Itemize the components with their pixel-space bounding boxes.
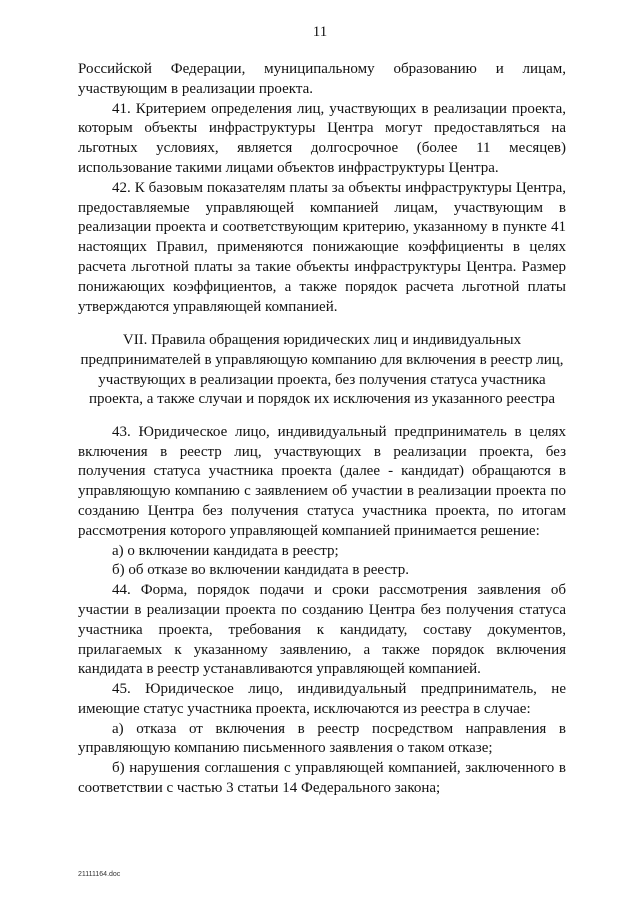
paragraph-41: 41. Критерием определения лиц, участвующих в реализации проекта, которым объекты инфраструктуры Центра могут предоставляться на льготных условиях, является долгосрочное (более 11 месяцев) использование такими лицами объектов инфраструктуры Центра.: [78, 100, 566, 176]
paragraph-continuation: Российской Федерации, муниципальному образованию и лицам, участвующим в реализации проекта.: [78, 61, 566, 97]
page-number: 11: [312, 24, 328, 40]
paragraph-44: 44. Форма, порядок подачи и сроки рассмотрения заявления об участии в реализации проекта по созданию Центра без получения статуса участника проекта, требования к кандидату, составу документов, прилагаемых к указанному заявлению, а также порядок включения кандидата в реестр устанавливаются управляющей компанией.: [78, 582, 566, 678]
section-heading: VII. Правила обращения юридических лиц и индивидуальных предпринимателей в управляющую компанию для включения в реестр лиц, участвующих в реализации проекта, без получения статуса участника проекта, а также случаи и порядок их исключения из указанного реестра: [80, 332, 564, 408]
document-body: [78, 60, 566, 799]
list-item-43a: а) о включении кандидата в реестр;: [112, 542, 339, 559]
list-item-45a: а) отказа от включения в реестр посредством направления в управляющую компанию письменного заявления о таком отказе;: [78, 720, 566, 757]
list-item-45b: б) нарушения соглашения с управляющей компанией, заключенного в соответствии с частью 3 статьи 14 Федерального закона;: [78, 760, 566, 797]
paragraph-42: 42. К базовым показателям платы за объекты инфраструктуры Центра, предоставляемые управляющей компанией лицам, участвующим в реализации проекта и соответствующим критерию, указанному в пункте 41 настоящих Правил, применяются понижающие коэффициенты в целях расчета льготной платы за такие объекты инфраструктуры Центра. Размер понижающих коэффициентов, а также порядок расчета льготной платы утверждаются управляющей компанией.: [78, 179, 566, 315]
list-item-43b: б) об отказе во включении кандидата в реестр.: [112, 562, 410, 579]
document-footer: 21111164.doc: [78, 871, 121, 878]
paragraph-45: 45. Юридическое лицо, индивидуальный предприниматель, не имеющие статус участника проекта, исключаются из реестра в случае:: [78, 681, 566, 717]
paragraph-43: 43. Юридическое лицо, индивидуальный предприниматель в целях включения в реестр лиц, участвующих в реализации проекта, без получения статуса участника проекта (далее - кандидат) обращаются в управляющую компанию с заявлением об участии в реализации проекта по созданию Центра без получения статуса участника проекта, по итогам рассмотрения которого управляющей компанией принимается решение:: [78, 423, 566, 539]
